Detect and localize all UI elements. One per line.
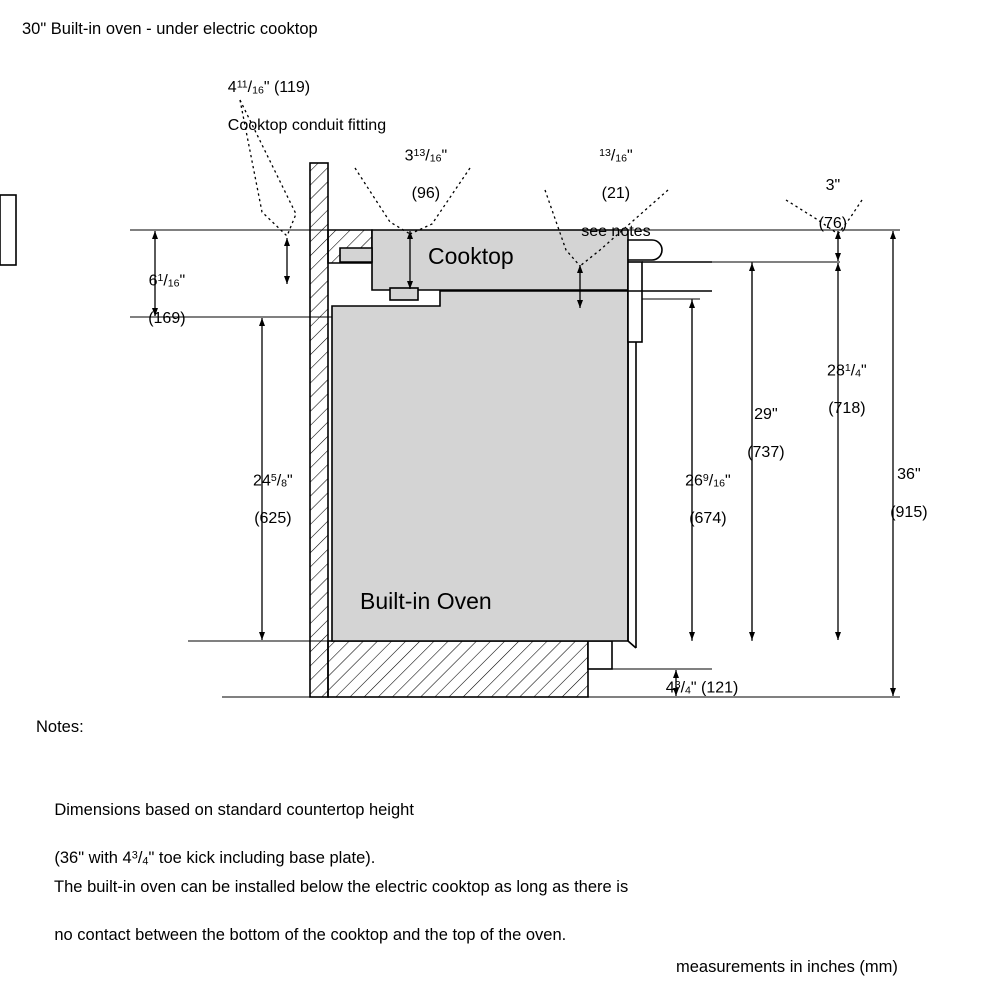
dim-gap: $^{13}/_{16}$" (21) see notes [581, 146, 651, 240]
dim-six-one-sixteenth: $6^1/_{16}$" (169) [148, 271, 186, 328]
notes-p2-line2: no contact between the bottom of the cooktop and the top of the oven. [54, 925, 567, 944]
dim-cooktop-depth: $3^{13}/_{16}$" (96) [404, 146, 448, 203]
notes-p2-line1: The built-in oven can be installed below the electric cooktop as long as there is [54, 877, 629, 896]
notes-heading: Notes: [36, 718, 84, 736]
notes-p1-line2: (36" with $4^3/_4$" toe kick including base plate). [54, 848, 376, 868]
dim-26-9-16: $26^9/_{16}$" (674) [685, 471, 731, 528]
notes-p1-line1: Dimensions based on standard countertop height [54, 800, 414, 819]
oven-label: Built-in Oven [360, 588, 492, 614]
dim-24-5-8: $24^5/_8$" (625) [253, 471, 293, 528]
dim-three-inch: 3" (76) [818, 176, 848, 232]
notes-paragraph-2 [36, 852, 628, 972]
dim-29: 29" (737) [747, 405, 785, 461]
footer-units-note: measurements in inches (mm) [676, 958, 898, 976]
dim-toe-kick: $4^3/_4$" (121) [665, 678, 739, 697]
dim-conduit-fitting-value: $4^{11}/_{16}$" (119) [227, 78, 311, 97]
dim-conduit-fitting [210, 60, 386, 155]
dim-conduit-fitting-caption: Cooktop conduit fitting [227, 117, 387, 135]
cooktop-label: Cooktop [428, 243, 514, 269]
dim-36: 36" (915) [890, 465, 928, 521]
dim-28-1-4: $28^1/_4$" (718) [827, 361, 867, 418]
dim-gap-caption: see notes [581, 222, 651, 240]
page-title: 30" Built-in oven - under electric cooktop [22, 20, 318, 38]
